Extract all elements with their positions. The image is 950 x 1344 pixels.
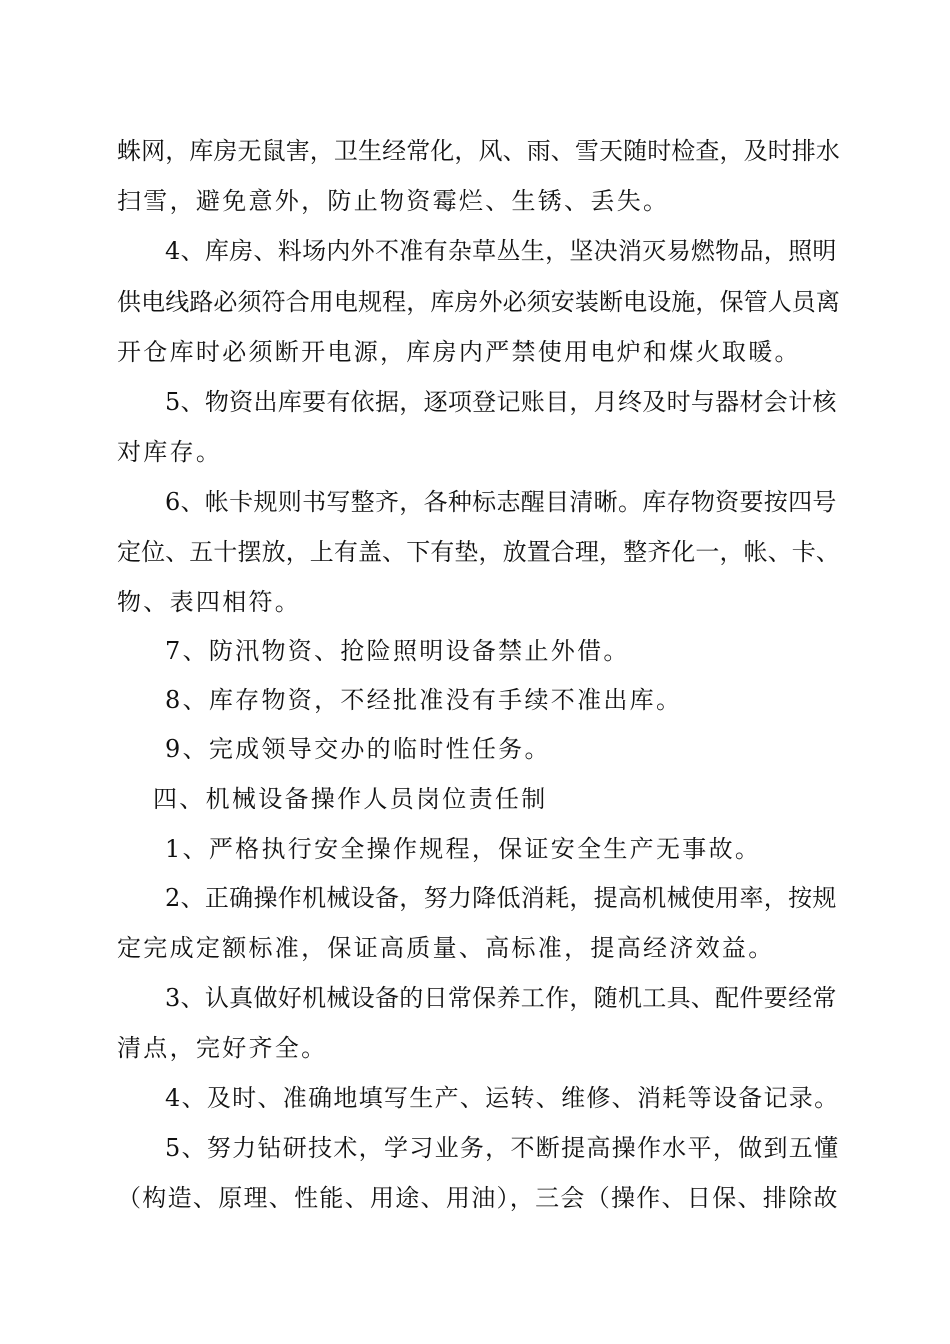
text-line: 定完成定额标准，保证高质量、高标准，提高经济效益。	[117, 934, 775, 962]
text-line: 4、库房、料场内外不准有杂草丛生，坚决消灭易燃物品，照明	[165, 237, 837, 265]
text-line: 清点，完好齐全。	[117, 1034, 328, 1062]
text-line: 扫雪，避免意外，防止物资霉烂、生锈、丢失。	[117, 187, 670, 215]
text-line: 2、正确操作机械设备，努力降低消耗，提高机械使用率，按规	[165, 884, 837, 912]
text-line: 9、完成领导交办的临时性任务。	[165, 735, 551, 763]
text-line: 对库存。	[117, 438, 223, 466]
text-line: 4、及时、准确地填写生产、运转、维修、消耗等设备记录。	[165, 1084, 840, 1112]
section-heading: 四、机械设备操作人员岗位责任制	[153, 785, 548, 813]
text-line: 7、防汛物资、抢险照明设备禁止外借。	[165, 637, 630, 665]
text-line: 5、努力钻研技术，学习业务，不断提高操作水平，做到五懂	[165, 1134, 840, 1162]
text-line: 5、物资出库要有依据，逐项登记账目，月终及时与器材会计核	[165, 388, 837, 416]
text-line: 1、严格执行安全操作规程，保证安全生产无事故。	[165, 835, 762, 863]
text-line: 开仓库时必须断开电源，库房内严禁使用电炉和煤火取暖。	[117, 338, 801, 366]
text-line: 3、认真做好机械设备的日常保养工作，随机工具、配件要经常	[165, 984, 837, 1012]
text-line: （构造、原理、性能、用途、用油），三会（操作、日保、排除故	[117, 1184, 839, 1212]
text-line: 8、库存物资，不经批准没有手续不准出库。	[165, 686, 683, 714]
text-line: 物、表四相符。	[117, 588, 302, 616]
text-line: 6、帐卡规则书写整齐，各种标志醒目清晰。库存物资要按四号	[165, 488, 837, 516]
text-line: 供电线路必须符合用电规程，库房外必须安装断电设施，保管人员离	[117, 288, 840, 316]
text-line: 定位、五十摆放，上有盖、下有垫，放置合理，整齐化一，帐、卡、	[117, 538, 840, 566]
text-line: 蛛网，库房无鼠害，卫生经常化，风、雨、雪天随时检查，及时排水	[117, 137, 840, 165]
